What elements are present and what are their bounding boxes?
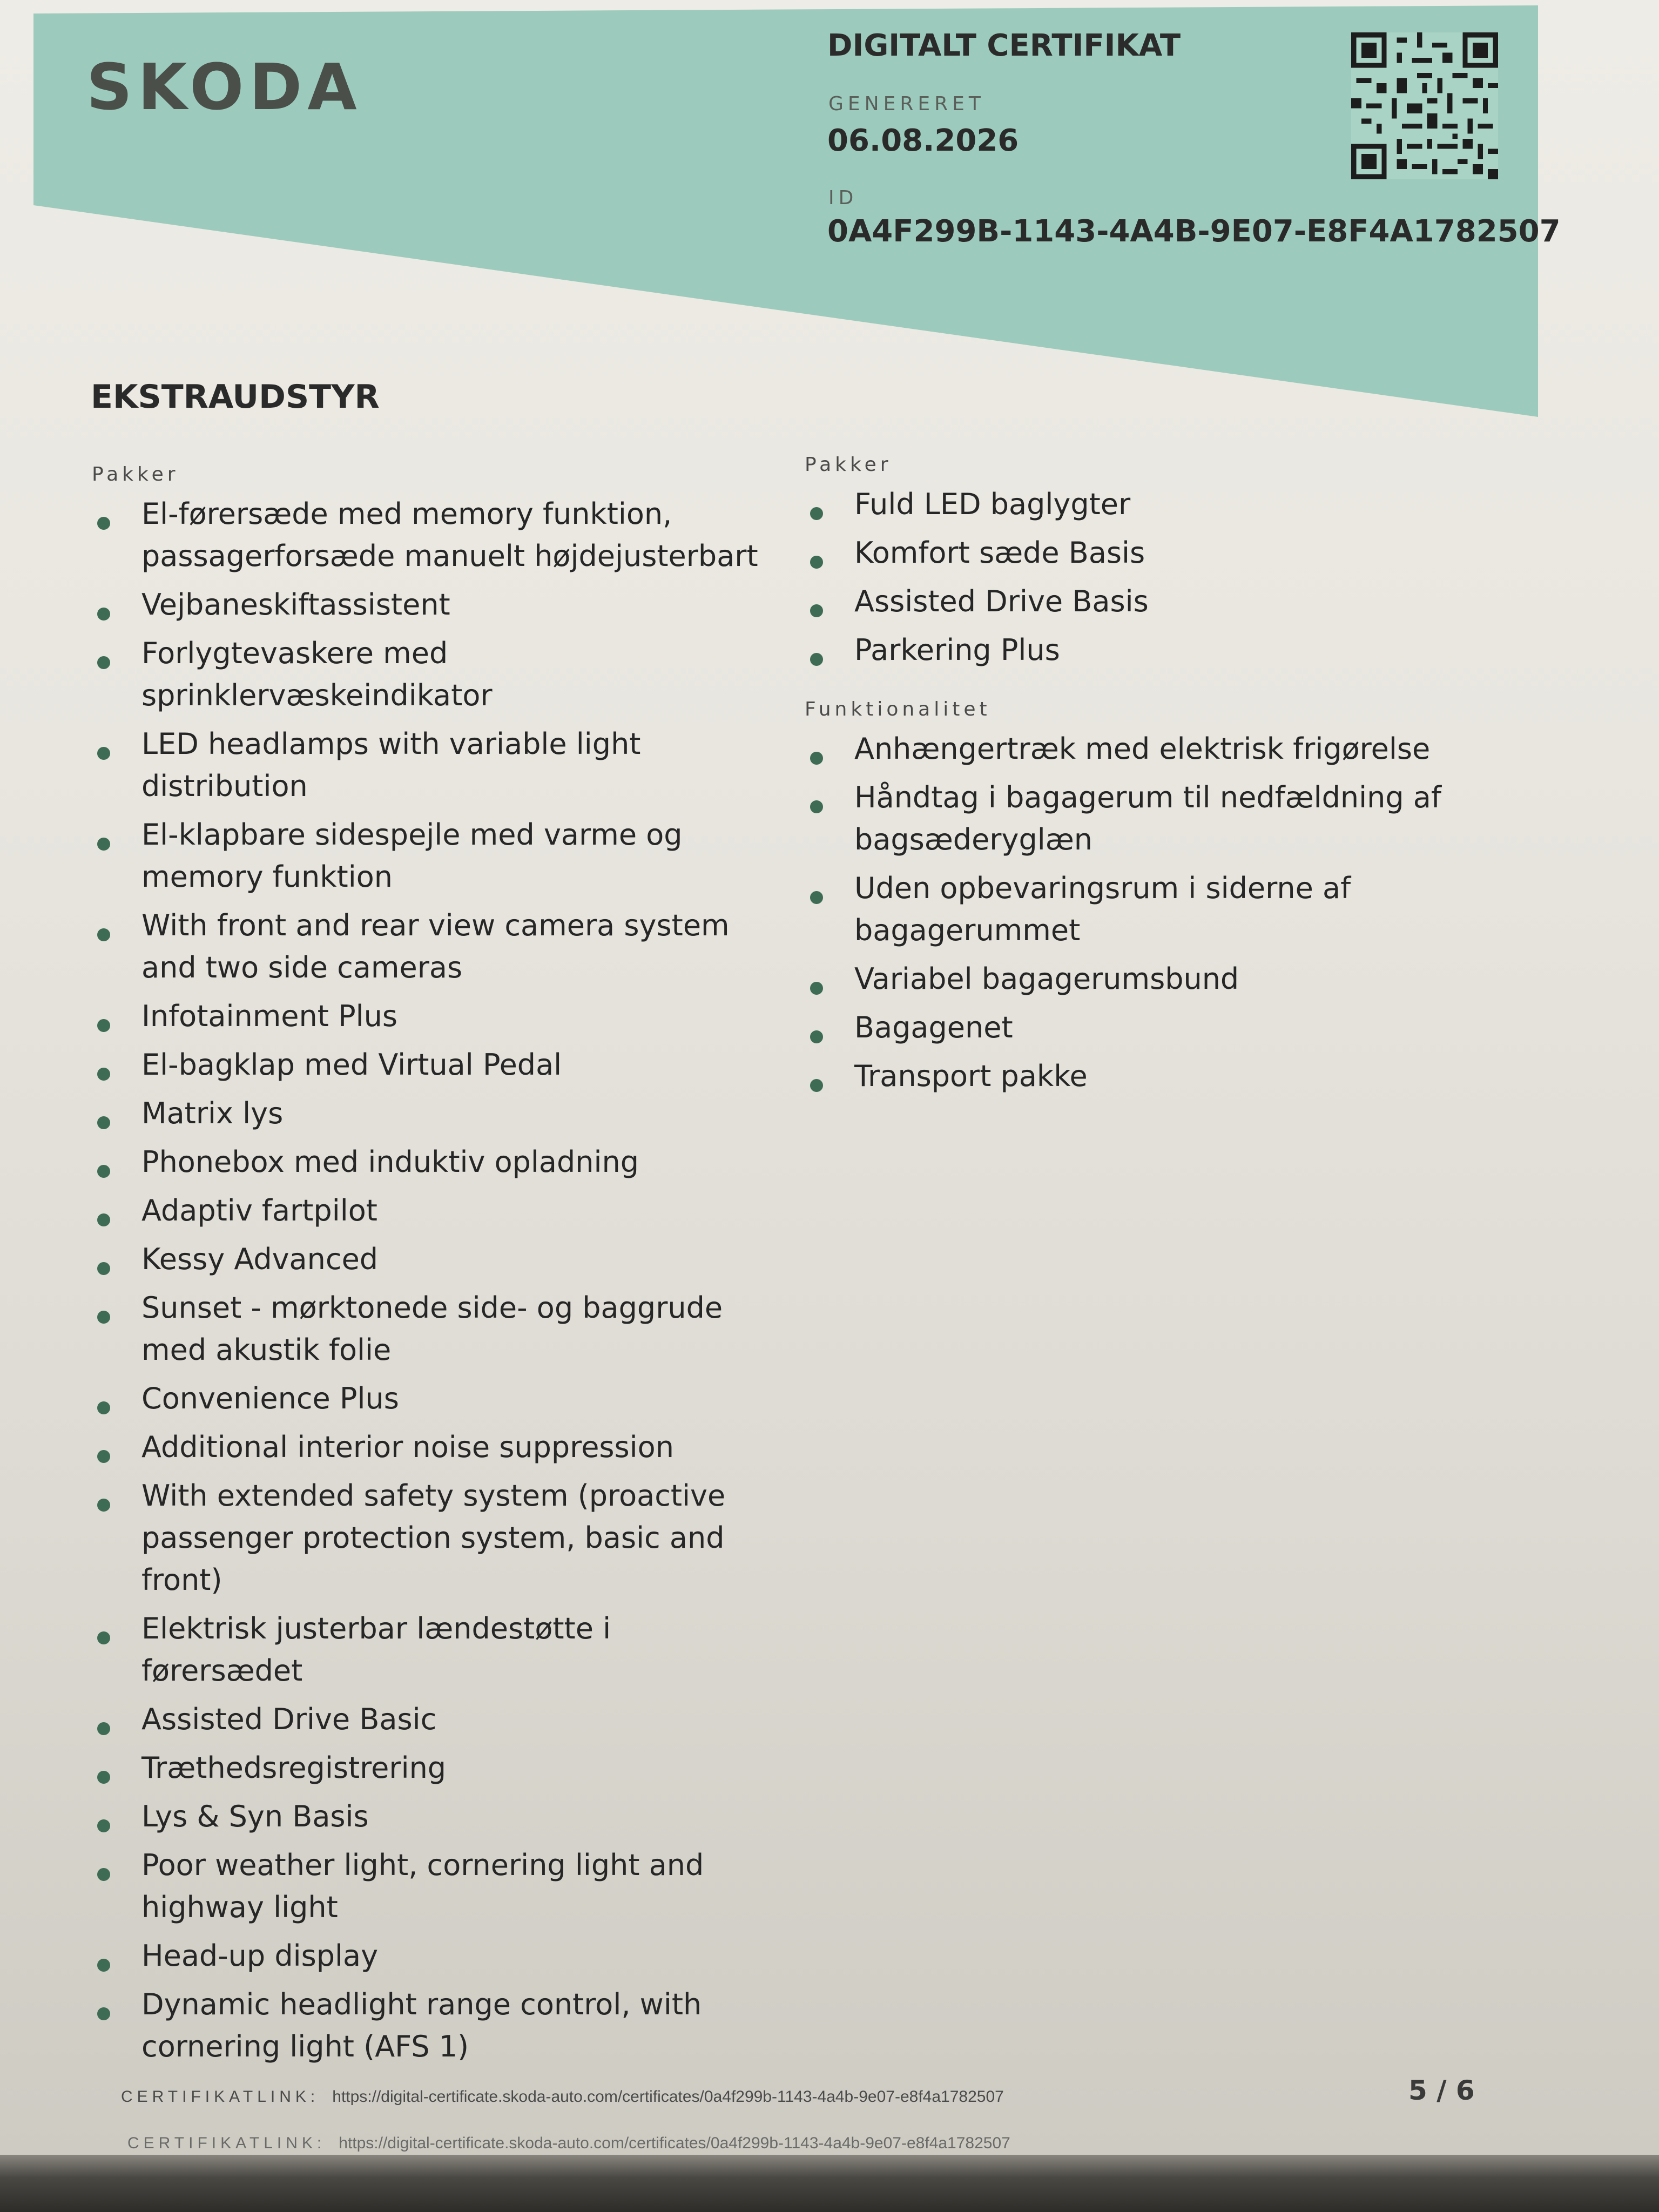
list-item	[805, 867, 1561, 952]
list-item-label: Komfort sæde Basis	[854, 536, 1145, 570]
bullet-icon	[97, 747, 110, 760]
bullet-icon	[97, 1868, 110, 1881]
list-item-label: Adaptiv fartpilot	[141, 1193, 377, 1228]
bullet-icon	[97, 838, 110, 851]
list-item	[805, 1055, 1561, 1097]
list-item	[805, 958, 1561, 1000]
list-item	[92, 1092, 761, 1135]
list-item-label: Phonebox med induktiv opladning	[141, 1145, 639, 1179]
bullet-icon	[810, 653, 823, 666]
bullet-icon	[97, 656, 110, 669]
certificate-link-label: CERTIFIKATLINK:	[127, 2134, 326, 2152]
table-surface	[0, 2155, 1659, 2212]
qr-code-icon[interactable]	[1351, 32, 1498, 179]
certificate-link-label: CERTIFIKATLINK:	[121, 2088, 320, 2106]
list-item-label: Poor weather light, cornering light and highway light	[141, 1848, 704, 1924]
bullet-icon	[810, 752, 823, 765]
list-item	[92, 1044, 761, 1086]
list-item	[92, 1287, 761, 1371]
certificate-title: DIGITALT CERTIFIKAT	[827, 28, 1181, 63]
list-item	[92, 723, 761, 807]
page-number: 5 / 6	[1408, 2075, 1475, 2106]
certificate-id: 0A4F299B-1143-4A4B-9E07-E8F4A1782507	[827, 214, 1561, 249]
list-item	[805, 629, 1561, 671]
list-item-label: Vejbaneskiftassistent	[141, 588, 450, 622]
bullet-icon	[810, 800, 823, 813]
bullet-icon	[810, 604, 823, 617]
list-item	[92, 995, 761, 1037]
left-column	[92, 463, 761, 2074]
bullet-icon	[97, 1631, 110, 1644]
list-item	[92, 814, 761, 898]
group-label-pakker: Pakker	[92, 463, 179, 485]
group-label: Pakker	[805, 454, 892, 476]
list-item-label: Lys & Syn Basis	[141, 1799, 369, 1833]
list-item-label: Assisted Drive Basic	[141, 1702, 437, 1736]
bullet-icon	[97, 608, 110, 621]
list-item	[92, 1378, 761, 1420]
bullet-icon	[810, 982, 823, 995]
bullet-icon	[97, 1450, 110, 1463]
bullet-icon	[810, 556, 823, 569]
bullet-icon	[97, 1771, 110, 1784]
list-item	[92, 1238, 761, 1280]
bullet-icon	[97, 1722, 110, 1735]
list-item-label: Parkering Plus	[854, 633, 1060, 667]
list-item-label: El-førersæde med memory funktion, passagerforsæde manuelt højdejusterbart	[141, 497, 758, 573]
bullet-icon	[97, 1213, 110, 1226]
list-item-label: Infotainment Plus	[141, 999, 398, 1033]
list-item	[92, 1426, 761, 1468]
certificate-link[interactable]	[121, 2088, 1004, 2106]
list-item	[805, 532, 1561, 574]
bullet-icon	[97, 1019, 110, 1032]
list-item	[92, 1141, 761, 1183]
list-item-label: With extended safety system (proactive passenger protection system, basic and front)	[141, 1479, 726, 1597]
list-item	[92, 493, 761, 577]
bullet-icon	[810, 1030, 823, 1043]
bullet-icon	[97, 928, 110, 941]
list-item-label: Fuld LED baglygter	[854, 487, 1131, 521]
list-item-label: Anhængertræk med elektrisk frigørelse	[854, 732, 1431, 766]
list-item	[92, 1608, 761, 1692]
bullet-icon	[97, 1401, 110, 1414]
bullet-icon	[97, 1165, 110, 1178]
equipment-list	[805, 728, 1561, 1097]
list-item-label: Dynamic headlight range control, with cornering light (AFS 1)	[141, 1987, 702, 2063]
list-item-label: Kessy Advanced	[141, 1242, 379, 1276]
bullet-icon	[97, 517, 110, 530]
list-item-label: LED headlamps with variable light distribution	[141, 727, 641, 803]
group-label: Funktionalitet	[805, 698, 991, 720]
list-item-label: El-bagklap med Virtual Pedal	[141, 1048, 562, 1082]
list-item-label: Matrix lys	[141, 1096, 284, 1130]
equipment-list	[92, 493, 761, 2068]
list-item	[92, 1984, 761, 2068]
certificate-link-bleed	[127, 2134, 1010, 2153]
list-item-label: Elektrisk justerbar lændestøtte i førersædet	[141, 1611, 611, 1688]
id-label: ID	[828, 187, 858, 209]
list-item	[805, 728, 1561, 770]
list-item-label: Håndtag i bagagerum til nedfældning af bagsæderyglæn	[854, 780, 1441, 857]
list-item	[805, 483, 1561, 525]
list-item-label: Forlygtevaskere med sprinklervæskeindikator	[141, 636, 493, 712]
list-item-label: Transport pakke	[854, 1059, 1088, 1093]
list-item	[92, 1698, 761, 1741]
list-item	[805, 1007, 1561, 1049]
list-item-label: Assisted Drive Basis	[854, 584, 1149, 618]
skoda-logo: SKODA	[86, 50, 362, 124]
list-item	[92, 1190, 761, 1232]
list-item	[92, 632, 761, 717]
list-item	[805, 581, 1561, 623]
list-item-label: Additional interior noise suppression	[141, 1430, 674, 1464]
bullet-icon	[97, 1262, 110, 1275]
equipment-list	[805, 483, 1561, 671]
list-item-label: With front and rear view camera system and two side cameras	[141, 908, 730, 984]
bullet-icon	[97, 1116, 110, 1129]
certificate-link-url: https://digital-certificate.skoda-auto.com/certificates/0a4f299b-1143-4a4b-9e07-e8f4a1782507	[339, 2134, 1010, 2152]
list-item-label: Træthedsregistrering	[141, 1751, 447, 1785]
bullet-icon	[810, 891, 823, 904]
section-title: EKSTRAUDSTYR	[91, 378, 380, 416]
bullet-icon	[97, 1819, 110, 1832]
list-item	[805, 777, 1561, 861]
generated-date: 06.08.2026	[827, 123, 1019, 158]
list-item	[92, 1747, 761, 1789]
list-item-label: Uden opbevaringsrum i siderne af bagagerummet	[854, 871, 1351, 947]
list-item	[92, 905, 761, 989]
bullet-icon	[97, 1311, 110, 1324]
list-item-label: Variabel bagagerumsbund	[854, 962, 1239, 996]
list-item	[92, 1475, 761, 1601]
list-item-label: Convenience Plus	[141, 1381, 399, 1415]
right-column	[805, 454, 1561, 1104]
list-item-label: El-klapbare sidespejle med varme og memory funktion	[141, 818, 683, 894]
bullet-icon	[97, 1499, 110, 1512]
bullet-icon	[810, 1079, 823, 1092]
bullet-icon	[97, 1959, 110, 1972]
list-item	[92, 1796, 761, 1838]
generated-label: GENERERET	[828, 93, 985, 115]
list-item	[92, 1935, 761, 1977]
bullet-icon	[97, 2007, 110, 2020]
list-item-label: Bagagenet	[854, 1010, 1013, 1044]
list-item-label: Head-up display	[141, 1939, 379, 1973]
certificate-link-url[interactable]: https://digital-certificate.skoda-auto.com/certificates/0a4f299b-1143-4a4b-9e07-e8f4a1782507	[332, 2088, 1004, 2106]
bullet-icon	[810, 507, 823, 520]
list-item	[92, 584, 761, 626]
list-item	[92, 1844, 761, 1928]
list-item-label: Sunset - mørktonede side- og baggrude med akustik folie	[141, 1291, 723, 1367]
bullet-icon	[97, 1068, 110, 1081]
